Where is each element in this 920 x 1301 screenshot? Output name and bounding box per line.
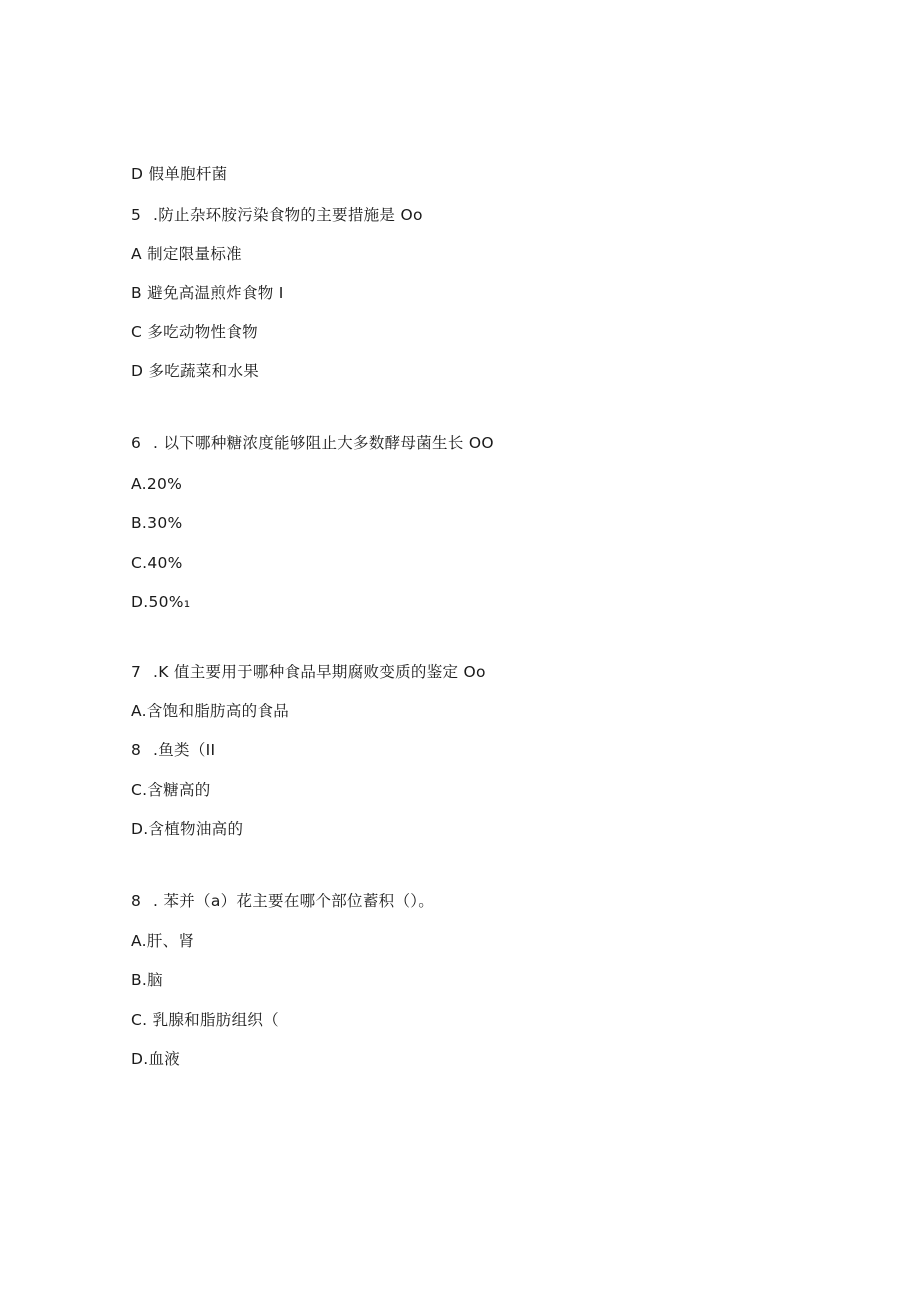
question-number: 8 <box>131 892 142 910</box>
option-line <box>131 513 183 533</box>
option-text: C. 乳腺和脂肪组织（ <box>131 1011 279 1029</box>
option-text: D.50%₁ <box>131 593 191 611</box>
option-line <box>131 970 163 990</box>
option-text: A.肝、肾 <box>131 932 195 950</box>
option-line <box>131 553 183 573</box>
question-line <box>131 740 215 760</box>
option-line <box>131 592 190 612</box>
question-line <box>131 433 494 453</box>
question-text: .K 值主要用于哪种食品早期腐败变质的鉴定 Oo <box>153 663 486 681</box>
option-line <box>131 701 289 721</box>
option-text: D 假单胞杆菌 <box>131 165 228 183</box>
option-line <box>131 931 194 951</box>
question-number: 6 <box>131 434 142 452</box>
option-text: B.脑 <box>131 971 163 989</box>
option-line <box>131 283 284 303</box>
option-line <box>131 1049 180 1069</box>
option-line <box>131 780 211 800</box>
question-line <box>131 662 486 682</box>
option-line <box>131 164 227 184</box>
question-text: . 苯并（a）花主要在哪个部位蓄积（）。 <box>153 892 435 910</box>
question-text: . 以下哪种糖浓度能够阻止大多数酵母菌生长 OO <box>153 434 494 452</box>
question-line <box>131 205 423 225</box>
option-text: C 多吃动物性食物 <box>131 323 258 341</box>
option-line <box>131 1010 279 1030</box>
option-text: C.40% <box>131 554 183 572</box>
option-text: D.血液 <box>131 1050 181 1068</box>
option-line <box>131 322 258 342</box>
option-line <box>131 361 259 381</box>
question-line <box>131 891 434 911</box>
option-line <box>131 819 243 839</box>
question-number: 8 <box>131 741 142 759</box>
option-text: A.20% <box>131 475 183 493</box>
question-text: .防止杂环胺污染食物的主要措施是 Oo <box>153 206 423 224</box>
option-text: A.含饱和脂肪高的食品 <box>131 702 290 720</box>
question-number: 7 <box>131 663 142 681</box>
option-text: A 制定限量标准 <box>131 245 242 263</box>
question-number: 5 <box>131 206 142 224</box>
option-line <box>131 244 242 264</box>
option-text: D.含植物油高的 <box>131 820 244 838</box>
option-text: C.含糖高的 <box>131 781 211 799</box>
option-line <box>131 474 182 494</box>
option-text: B 避免高温煎炸食物 I <box>131 284 284 302</box>
option-text: B.30% <box>131 514 183 532</box>
option-text: D 多吃蔬菜和水果 <box>131 362 260 380</box>
question-text: .鱼类（II <box>153 741 216 759</box>
